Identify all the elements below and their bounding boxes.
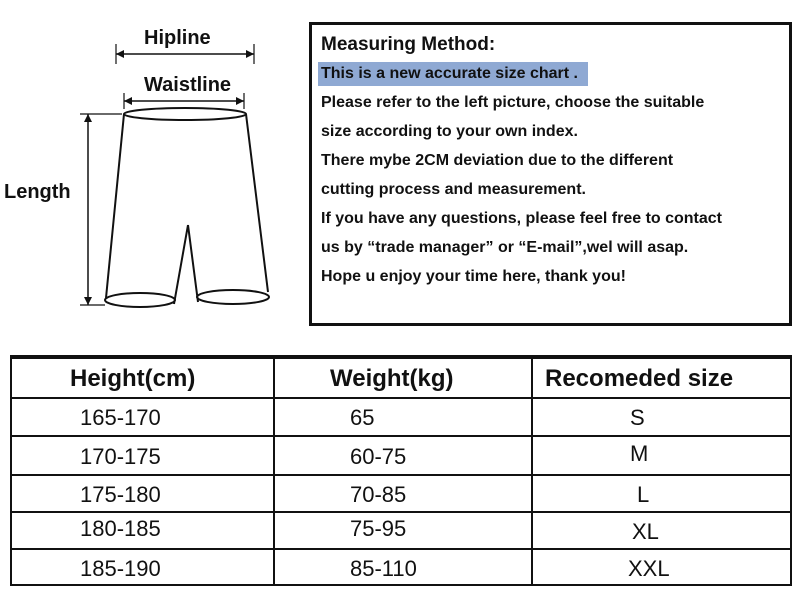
height-cell: 180-185: [80, 516, 161, 541]
table-row: [12, 548, 790, 584]
header-recommended-size: Recomeded size: [545, 365, 734, 392]
method-line: Hope u enjoy your time here, thank you!: [321, 268, 626, 285]
waistline-label: Waistline: [144, 74, 232, 96]
table-header-row: [12, 357, 790, 397]
header-weight: Weight(kg): [330, 365, 454, 392]
height-cell: 165-170: [80, 405, 161, 430]
size-cell: XL: [632, 519, 659, 544]
weight-cell: 85-110: [350, 556, 417, 581]
method-line: us by “trade manager” or “E-mail”,wel will asap.: [321, 239, 689, 256]
weight-cell: 60-75: [350, 444, 407, 469]
method-highlight-line: This is a new accurate size chart .: [318, 62, 588, 86]
size-cell: S: [630, 405, 645, 430]
size-chart-table: [10, 355, 792, 586]
shorts-measurement-diagram: [0, 0, 300, 320]
table-row: [12, 511, 790, 548]
table-row: [12, 474, 790, 511]
header-height: Height(cm): [70, 365, 196, 392]
size-cell: L: [637, 482, 650, 507]
hipline-label: Hipline: [144, 27, 211, 49]
height-cell: 170-175: [80, 444, 161, 469]
height-cell: 185-190: [80, 556, 161, 581]
method-line: Please refer to the left picture, choose the suitable: [321, 94, 705, 111]
method-line: size according to your own index.: [321, 123, 578, 140]
height-cell: 175-180: [80, 482, 161, 507]
weight-cell: 70-85: [350, 482, 407, 507]
measuring-method-box: [309, 22, 792, 326]
weight-cell: 75-95: [350, 516, 407, 541]
table-row: [12, 397, 790, 435]
table-row: [12, 435, 790, 474]
method-line: There mybe 2CM deviation due to the different: [321, 152, 674, 169]
weight-cell: 65: [350, 405, 375, 430]
measuring-method-title: Measuring Method:: [321, 34, 496, 55]
size-cell: M: [630, 441, 649, 466]
size-cell: XXL: [628, 556, 670, 581]
method-line: If you have any questions, please feel free to contact: [321, 210, 723, 227]
length-label: Length: [4, 181, 71, 203]
method-line: cutting process and measurement.: [321, 181, 586, 198]
